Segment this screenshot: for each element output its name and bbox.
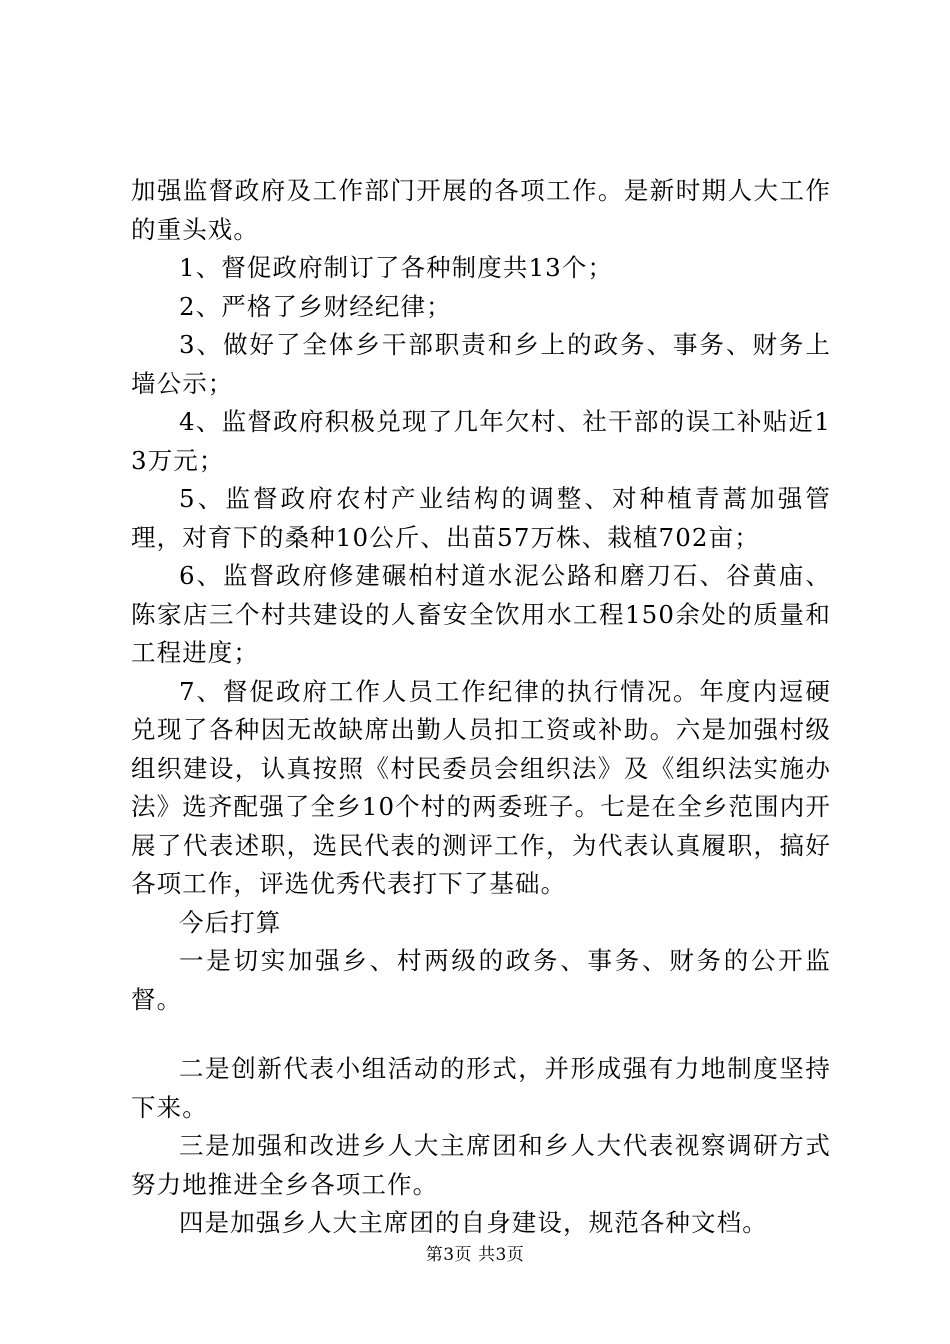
paragraph-plan-3: 三是加强和改进乡人大主席团和乡人大代表视察调研方式努力地推进全乡各项工作。 [131, 1131, 831, 1199]
paragraph-plan-1: 一是切实加强乡、村两级的政务、事务、财务的公开监督。 [131, 946, 831, 1014]
paragraph-item-4: 4、监督政府积极兑现了几年欠村、社干部的误工补贴近13万元； [131, 407, 831, 475]
paragraph-item-3: 3、做好了全体乡干部职责和乡上的政务、事务、财务上墙公示； [131, 330, 831, 398]
paragraph-item-1: 1、督促政府制订了各种制度共13个； [179, 253, 614, 282]
paragraph-item-2: 2、严格了乡财经纪律； [179, 291, 452, 321]
paragraph-item-6: 6、监督政府修建碾柏村道水泥公路和磨刀石、谷黄庙、陈家店三个村共建设的人畜安全饮用水工程150余处的质量和工程进度； [131, 561, 831, 667]
paragraph-item-5: 5、监督政府农村产业结构的调整、对种植青蒿加强管理，对育下的桑种10公斤、出苗57万株、栽植702亩； [131, 484, 831, 552]
document-body [131, 172, 831, 1243]
paragraph-item-7: 7、督促政府工作人员工作纪律的执行情况。年度内逗硬兑现了各种因无故缺席出勤人员扣工资或补助。六是加强村级组织建设，认真按照《村民委员会组织法》及《组织法实施办法》选齐配强了全乡10个村的两委班子。七是在全乡范围内开展了代表述职，选民代表的测评工作，为代表认真履职，搞好各项工作，评选优秀代表打下了基础。 [131, 676, 831, 898]
paragraph-intro: 加强监督政府及工作部门开展的各项工作。是新时期人大工作的重头戏。 [131, 176, 831, 244]
paragraph-plan-4: 四是加强乡人大主席团的自身建设，规范各种文档。 [179, 1208, 768, 1237]
section-heading-future-plans: 今后打算 [179, 907, 282, 937]
page-footer [0, 1244, 950, 1266]
page-number-label: 第3页 共3页 [425, 1245, 525, 1265]
paragraph-plan-2: 二是创新代表小组活动的形式，并形成强有力地制度坚持下来。 [131, 1054, 831, 1122]
